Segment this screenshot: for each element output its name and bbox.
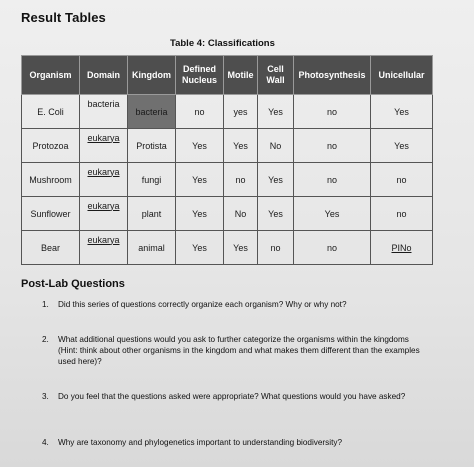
cell-defined-nucleus: Yes bbox=[176, 231, 224, 265]
cell-photosynthesis: no bbox=[294, 163, 371, 197]
domain-text: eukarya bbox=[87, 234, 120, 245]
cell-cell-wall: Yes bbox=[258, 197, 294, 231]
cell-unicellular: Yes bbox=[371, 129, 433, 163]
header-photosynthesis: Photosynthesis bbox=[294, 56, 371, 95]
question-number: 2. bbox=[42, 335, 49, 344]
cell-cell-wall: Yes bbox=[258, 163, 294, 197]
cell-organism: Bear bbox=[22, 231, 80, 265]
table-row bbox=[22, 95, 433, 129]
cell-motile: yes bbox=[224, 95, 258, 129]
cell-kingdom: animal bbox=[128, 231, 176, 265]
cell-defined-nucleus: Yes bbox=[176, 163, 224, 197]
question-text: Do you feel that the questions asked were appropriate? What questions would you have asked? bbox=[58, 392, 406, 401]
question-text: Did this series of questions correctly organize each organism? Why or why not? bbox=[58, 300, 347, 309]
cell-unicellular bbox=[371, 231, 433, 265]
table-row bbox=[22, 197, 433, 231]
cell-unicellular: no bbox=[371, 197, 433, 231]
cell-organism: E. Coli bbox=[22, 95, 80, 129]
table-header-row bbox=[22, 56, 433, 95]
cell-domain bbox=[80, 231, 128, 265]
cell-unicellular: no bbox=[371, 163, 433, 197]
cell-cell-wall: No bbox=[258, 129, 294, 163]
cell-domain bbox=[80, 197, 128, 231]
cell-kingdom: Protista bbox=[128, 129, 176, 163]
cell-photosynthesis: no bbox=[294, 129, 371, 163]
cell-motile: No bbox=[224, 197, 258, 231]
cell-domain bbox=[80, 95, 128, 129]
header-motile: Motile bbox=[224, 56, 258, 95]
cell-kingdom: fungi bbox=[128, 163, 176, 197]
cell-defined-nucleus: no bbox=[176, 95, 224, 129]
header-unicellular: Unicellular bbox=[371, 56, 433, 95]
header-kingdom: Kingdom bbox=[128, 56, 176, 95]
cell-kingdom: plant bbox=[128, 197, 176, 231]
cell-defined-nucleus: Yes bbox=[176, 129, 224, 163]
cell-photosynthesis: no bbox=[294, 95, 371, 129]
classification-table bbox=[21, 55, 433, 265]
domain-text: eukarya bbox=[87, 132, 120, 143]
section-title: Result Tables bbox=[21, 10, 106, 25]
question-number: 4. bbox=[42, 438, 49, 447]
table-caption: Table 4: Classifications bbox=[170, 38, 275, 49]
question-text: What additional questions would you ask to further categorize the organisms within the kingdoms (Hint: think about other organisms in the kingdom and what makes them different than the examples used here)? bbox=[58, 335, 420, 366]
cell-defined-nucleus: Yes bbox=[176, 197, 224, 231]
question-number: 3. bbox=[42, 392, 49, 401]
cell-organism: Mushroom bbox=[22, 163, 80, 197]
cell-organism: Sunflower bbox=[22, 197, 80, 231]
header-domain: Domain bbox=[80, 56, 128, 95]
cell-photosynthesis: no bbox=[294, 231, 371, 265]
table-row bbox=[22, 129, 433, 163]
cell-cell-wall: Yes bbox=[258, 95, 294, 129]
cell-motile: Yes bbox=[224, 129, 258, 163]
cell-motile: Yes bbox=[224, 231, 258, 265]
table-row bbox=[22, 231, 433, 265]
domain-text: bacteria bbox=[87, 98, 120, 109]
cell-organism: Protozoa bbox=[22, 129, 80, 163]
question-text: Why are taxonomy and phylogenetics important to understanding biodiversity? bbox=[58, 438, 342, 447]
domain-text: eukarya bbox=[87, 200, 120, 211]
cell-motile: no bbox=[224, 163, 258, 197]
header-defined-nucleus: Defined Nucleus bbox=[176, 56, 224, 95]
header-cell-wall: Cell Wall bbox=[258, 56, 294, 95]
post-lab-title: Post-Lab Questions bbox=[21, 278, 125, 290]
unicellular-text: PINo bbox=[391, 242, 412, 253]
cell-photosynthesis: Yes bbox=[294, 197, 371, 231]
cell-domain bbox=[80, 163, 128, 197]
cell-domain bbox=[80, 129, 128, 163]
question-number: 1. bbox=[42, 300, 49, 309]
cell-unicellular: Yes bbox=[371, 95, 433, 129]
cell-kingdom: bacteria bbox=[128, 95, 176, 129]
table-row bbox=[22, 163, 433, 197]
domain-text: eukarya bbox=[87, 166, 120, 177]
header-organism: Organism bbox=[22, 56, 80, 95]
cell-cell-wall: no bbox=[258, 231, 294, 265]
